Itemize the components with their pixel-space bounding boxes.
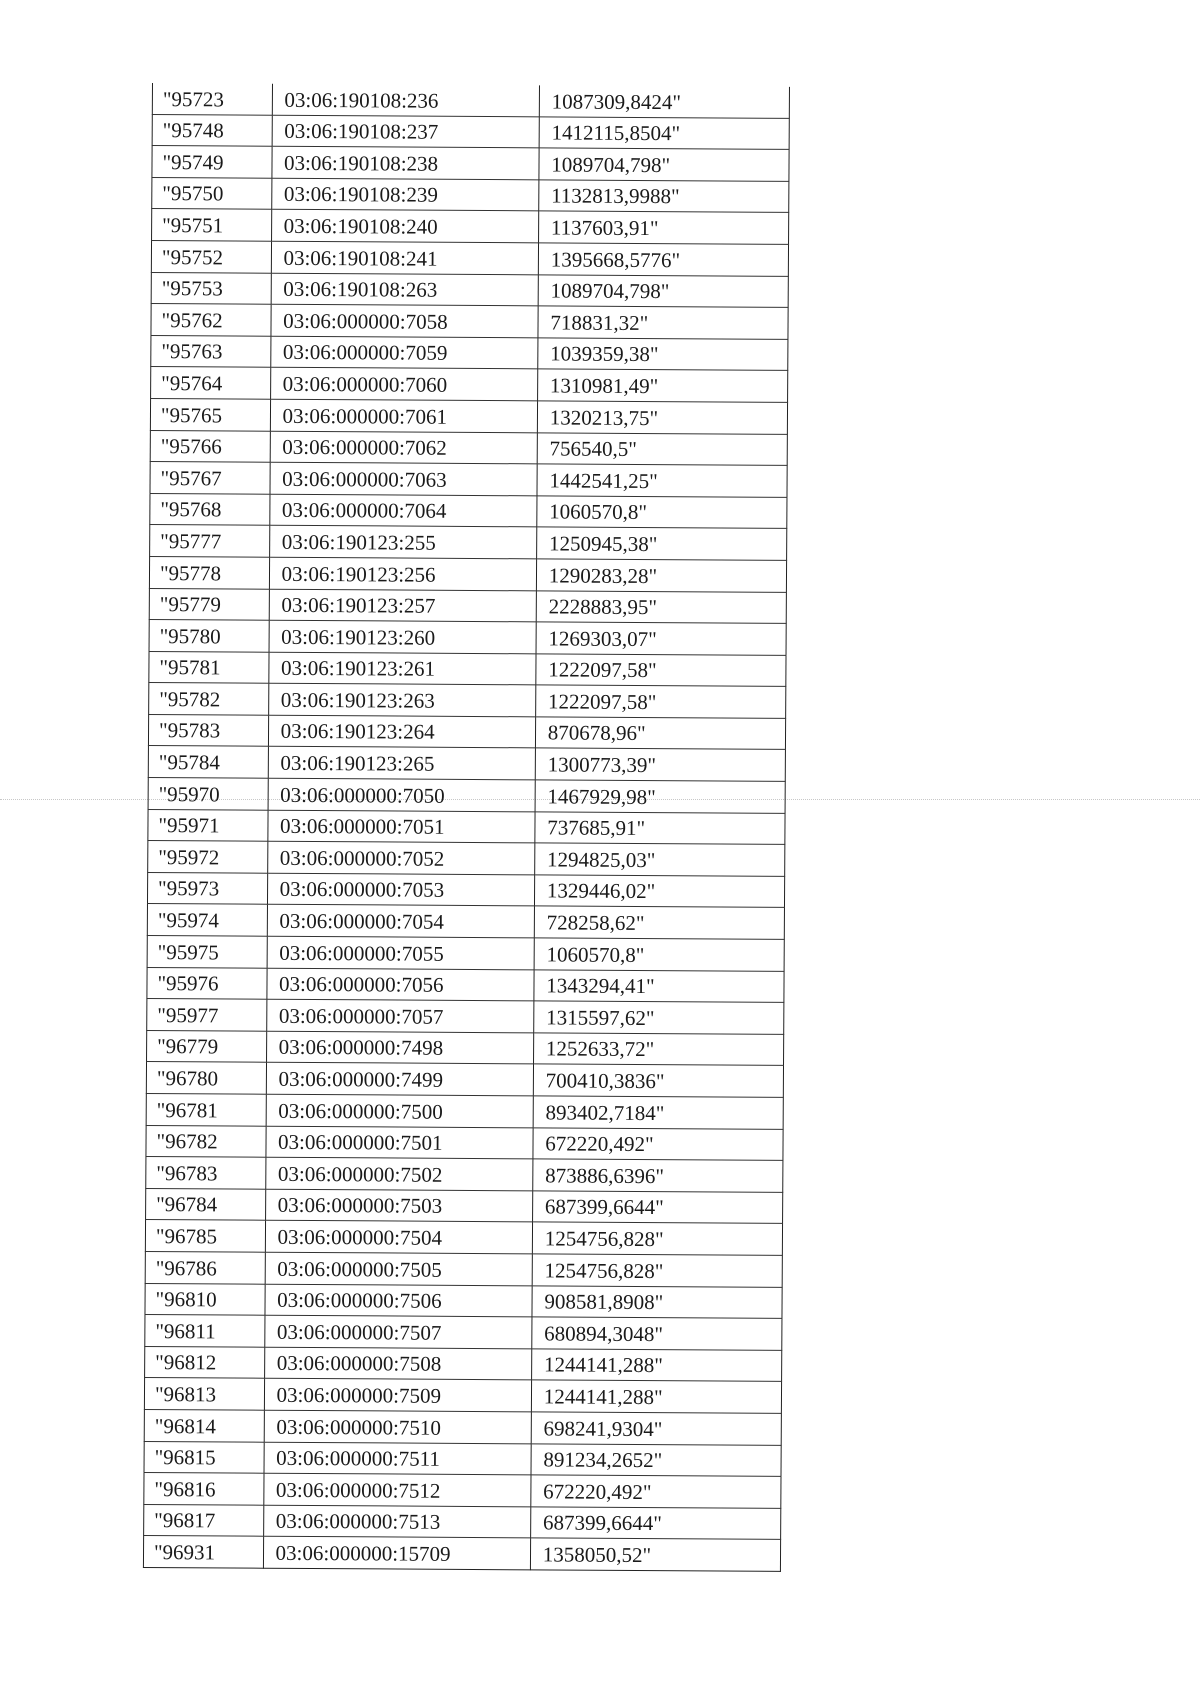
cadastral-value-cell: 1395668,5776" [538, 243, 788, 276]
row-number-cell: "95766 [150, 430, 270, 462]
cadastral-value-cell: 1269303,07" [536, 622, 786, 655]
cadastral-number-cell: 03:06:000000:7059 [270, 336, 537, 369]
table-row [149, 651, 786, 686]
row-number-cell: "95973 [147, 872, 267, 904]
table-row [146, 1188, 783, 1223]
table-row [150, 462, 787, 497]
table-row [147, 1030, 784, 1065]
cadastral-value-cell: 1244141,288" [531, 1380, 781, 1413]
row-number-cell: "95748 [152, 114, 272, 146]
table-row [145, 1220, 782, 1255]
cadastral-number-cell: 03:06:190123:263 [268, 684, 535, 717]
table-row [145, 1346, 782, 1381]
cadastral-value-cell: 718831,32" [538, 306, 788, 339]
cadastral-value-cell: 1290283,28" [536, 559, 786, 592]
row-number-cell: "95751 [152, 209, 272, 241]
row-number-cell: "95976 [147, 967, 267, 999]
row-number-cell: "96816 [144, 1473, 264, 1505]
table-row [148, 809, 785, 844]
cadastral-value-cell: 687399,6644" [530, 1507, 780, 1540]
cadastral-value-cell: 672220,492" [531, 1475, 781, 1508]
cadastral-number-cell: 03:06:190108:237 [272, 115, 539, 148]
table-row [150, 525, 787, 560]
cadastral-number-cell: 03:06:190123:257 [269, 589, 536, 622]
row-number-cell: "95753 [151, 272, 271, 304]
table-row [148, 746, 785, 781]
table-row [146, 1125, 783, 1160]
table-row [150, 493, 787, 528]
cadastral-number-cell: 03:06:000000:7058 [271, 304, 538, 337]
cadastral-number-cell: 03:06:000000:7051 [267, 810, 534, 843]
row-number-cell: "95975 [147, 936, 267, 968]
row-number-cell: "95765 [150, 398, 270, 430]
cadastral-value-cell: 1254756,828" [532, 1254, 782, 1287]
cadastral-value-cell: 1315597,62" [534, 1001, 784, 1034]
cadastral-number-cell: 03:06:190108:239 [271, 178, 538, 211]
cadastral-value-cell: 908581,8908" [532, 1285, 782, 1318]
row-number-cell: "95972 [148, 841, 268, 873]
row-number-cell: "96813 [144, 1378, 264, 1410]
row-number-cell: "96815 [144, 1441, 264, 1473]
table-row [147, 872, 784, 907]
row-number-cell: "95783 [148, 714, 268, 746]
row-number-cell: "95763 [151, 335, 271, 367]
table-row [145, 1315, 782, 1350]
table-row [148, 841, 785, 876]
cadastral-number-cell: 03:06:190108:263 [271, 273, 538, 306]
cadastral-value-cell: 1442541,25" [537, 464, 787, 497]
cadastral-number-cell: 03:06:000000:7510 [264, 1410, 531, 1443]
cadastral-value-cell: 1089704,798" [539, 148, 789, 181]
table-row [151, 304, 788, 339]
cadastral-number-cell: 03:06:190108:238 [271, 146, 538, 179]
table-row [144, 1441, 781, 1476]
cadastral-value-cell: 1132813,9988" [539, 180, 789, 213]
cadastral-value-cell: 1310981,49" [537, 369, 787, 402]
table-row [149, 620, 786, 655]
table-row [149, 683, 786, 718]
cadastral-number-cell: 03:06:000000:7506 [265, 1284, 532, 1317]
table-row [147, 936, 784, 971]
table-row [151, 240, 788, 275]
cadastral-value-cell: 728258,62" [534, 906, 784, 939]
table-row [147, 999, 784, 1034]
table-row [146, 1062, 783, 1097]
cadastral-number-cell: 03:06:000000:7501 [266, 1126, 533, 1159]
cadastral-value-cell: 756540,5" [537, 432, 787, 465]
cadastral-value-cell: 2228883,95" [536, 590, 786, 623]
cadastral-value-cell: 1039359,38" [538, 338, 788, 371]
cadastral-number-cell: 03:06:000000:7064 [269, 494, 536, 527]
row-number-cell: "96786 [145, 1251, 265, 1283]
table-row [152, 146, 789, 181]
cadastral-number-cell: 03:06:190123:256 [269, 557, 536, 590]
table-row [143, 1536, 780, 1571]
cadastral-number-cell: 03:06:190123:255 [269, 526, 536, 559]
row-number-cell: "96779 [147, 1030, 267, 1062]
cadastral-number-cell: 03:06:000000:7511 [264, 1442, 531, 1475]
row-number-cell: "95762 [151, 304, 271, 336]
cadastral-value-cell: 1320213,75" [537, 401, 787, 434]
table-row [146, 1157, 783, 1192]
row-number-cell: "95780 [149, 620, 269, 652]
row-number-cell: "96785 [145, 1220, 265, 1252]
row-number-cell: "96784 [146, 1188, 266, 1220]
cadastral-number-cell: 03:06:000000:7050 [268, 778, 535, 811]
row-number-cell: "96931 [143, 1536, 263, 1568]
table-row [152, 83, 789, 118]
cadastral-number-cell: 03:06:190108:236 [272, 84, 539, 117]
cadastral-value-cell: 1244141,288" [531, 1349, 781, 1382]
cadastral-value-cell: 1089704,798" [538, 274, 788, 307]
cadastral-value-cell: 893402,7184" [533, 1096, 783, 1129]
table-row [146, 1093, 783, 1128]
row-number-cell: "95781 [149, 651, 269, 683]
cadastral-number-cell: 03:06:190108:240 [271, 210, 538, 243]
cadastral-number-cell: 03:06:000000:7052 [267, 841, 534, 874]
cadastral-number-cell: 03:06:000000:7054 [267, 905, 534, 938]
row-number-cell: "96811 [145, 1315, 265, 1347]
table-row [145, 1251, 782, 1286]
cadastral-value-cell: 687399,6644" [532, 1191, 782, 1224]
row-number-cell: "96812 [145, 1346, 265, 1378]
table-row [150, 430, 787, 465]
row-number-cell: "96814 [144, 1409, 264, 1441]
cadastral-value-cell: 873886,6396" [533, 1159, 783, 1192]
table-row [147, 967, 784, 1002]
row-number-cell: "95784 [148, 746, 268, 778]
row-number-cell: "95971 [148, 809, 268, 841]
row-number-cell: "95768 [150, 493, 270, 525]
row-number-cell: "95752 [151, 240, 271, 272]
cadastral-number-cell: 03:06:190108:241 [271, 241, 538, 274]
cadastral-value-cell: 698241,9304" [531, 1412, 781, 1445]
row-number-cell: "96810 [145, 1283, 265, 1315]
table-row [149, 588, 786, 623]
table-row [144, 1473, 781, 1508]
cadastral-number-cell: 03:06:000000:7505 [265, 1252, 532, 1285]
table-row [152, 209, 789, 244]
table-row [148, 714, 785, 749]
row-number-cell: "95970 [148, 778, 268, 810]
cadastral-value-cell: 672220,492" [533, 1127, 783, 1160]
cadastral-value-cell: 1254756,828" [532, 1222, 782, 1255]
cadastral-number-cell: 03:06:190123:264 [268, 715, 535, 748]
table-row [151, 335, 788, 370]
cadastral-number-cell: 03:06:000000:7512 [263, 1473, 530, 1506]
row-number-cell: "95749 [152, 146, 272, 178]
row-number-cell: "96817 [144, 1504, 264, 1536]
table-row [144, 1409, 781, 1444]
table-row [152, 114, 789, 149]
row-number-cell: "96780 [146, 1062, 266, 1094]
cadastral-value-cell: 1294825,03" [534, 843, 784, 876]
cadastral-value-cell: 1137603,91" [538, 211, 788, 244]
table-row [148, 778, 785, 813]
table-row [151, 367, 788, 402]
cadastral-value-cell: 1467929,98" [535, 780, 785, 813]
cadastral-value-cell: 700410,3836" [533, 1064, 783, 1097]
cadastral-number-cell: 03:06:000000:7053 [267, 873, 534, 906]
cadastral-number-cell: 03:06:000000:7504 [265, 1221, 532, 1254]
cadastral-value-cell: 1252633,72" [533, 1033, 783, 1066]
row-number-cell: "95723 [152, 83, 272, 115]
cadastral-number-cell: 03:06:000000:7508 [264, 1347, 531, 1380]
cadastral-value-table [143, 83, 790, 1572]
cadastral-number-cell: 03:06:000000:7509 [264, 1379, 531, 1412]
row-number-cell: "95750 [152, 177, 272, 209]
table-row [147, 904, 784, 939]
cadastral-number-cell: 03:06:190123:265 [268, 747, 535, 780]
row-number-cell: "95767 [150, 462, 270, 494]
cadastral-number-cell: 03:06:190123:261 [268, 652, 535, 685]
cadastral-number-cell: 03:06:000000:7500 [266, 1094, 533, 1127]
cadastral-number-cell: 03:06:000000:15709 [263, 1537, 530, 1570]
cadastral-value-cell: 1343294,41" [534, 969, 784, 1002]
cadastral-number-cell: 03:06:000000:7499 [266, 1063, 533, 1096]
row-number-cell: "95778 [149, 556, 269, 588]
cadastral-value-cell: 1412115,8504" [539, 116, 789, 149]
table-row [149, 556, 786, 591]
cadastral-number-cell: 03:06:000000:7057 [266, 999, 533, 1032]
cadastral-value-cell: 1358050,52" [530, 1538, 780, 1571]
row-number-cell: "95977 [147, 999, 267, 1031]
row-number-cell: "96783 [146, 1157, 266, 1189]
row-number-cell: "96782 [146, 1125, 266, 1157]
cadastral-number-cell: 03:06:190123:260 [269, 620, 536, 653]
cadastral-number-cell: 03:06:000000:7062 [270, 431, 537, 464]
row-number-cell: "95782 [149, 683, 269, 715]
cadastral-value-cell: 891234,2652" [531, 1443, 781, 1476]
cadastral-number-cell: 03:06:000000:7507 [264, 1315, 531, 1348]
cadastral-number-cell: 03:06:000000:7063 [270, 462, 537, 495]
table-row [145, 1283, 782, 1318]
row-number-cell: "96781 [146, 1093, 266, 1125]
cadastral-number-cell: 03:06:000000:7502 [265, 1157, 532, 1190]
row-number-cell: "95764 [151, 367, 271, 399]
cadastral-value-cell: 1060570,8" [534, 938, 784, 971]
table-row [144, 1504, 781, 1539]
cadastral-value-cell: 1060570,8" [537, 496, 787, 529]
cadastral-number-cell: 03:06:000000:7056 [266, 968, 533, 1001]
cadastral-value-cell: 1300773,39" [535, 748, 785, 781]
cadastral-number-cell: 03:06:000000:7498 [266, 1031, 533, 1064]
cadastral-value-cell: 1222097,58" [535, 685, 785, 718]
table-row [152, 177, 789, 212]
cadastral-value-cell: 737685,91" [535, 812, 785, 845]
table-row [150, 398, 787, 433]
table-row [151, 272, 788, 307]
cadastral-number-cell: 03:06:000000:7513 [263, 1505, 530, 1538]
cadastral-number-cell: 03:06:000000:7061 [270, 399, 537, 432]
cadastral-value-cell: 1329446,02" [534, 875, 784, 908]
cadastral-number-cell: 03:06:000000:7503 [265, 1189, 532, 1222]
cadastral-value-cell: 870678,96" [535, 717, 785, 750]
row-number-cell: "95777 [150, 525, 270, 557]
cadastral-value-cell: 1087309,8424" [539, 85, 789, 118]
table-body [143, 83, 789, 1571]
cadastral-number-cell: 03:06:000000:7055 [267, 936, 534, 969]
table-row [144, 1378, 781, 1413]
row-number-cell: "95779 [149, 588, 269, 620]
cadastral-value-cell: 1250945,38" [536, 527, 786, 560]
row-number-cell: "95974 [147, 904, 267, 936]
cadastral-value-cell: 680894,3048" [532, 1317, 782, 1350]
cadastral-value-cell: 1222097,58" [536, 654, 786, 687]
cadastral-number-cell: 03:06:000000:7060 [270, 368, 537, 401]
